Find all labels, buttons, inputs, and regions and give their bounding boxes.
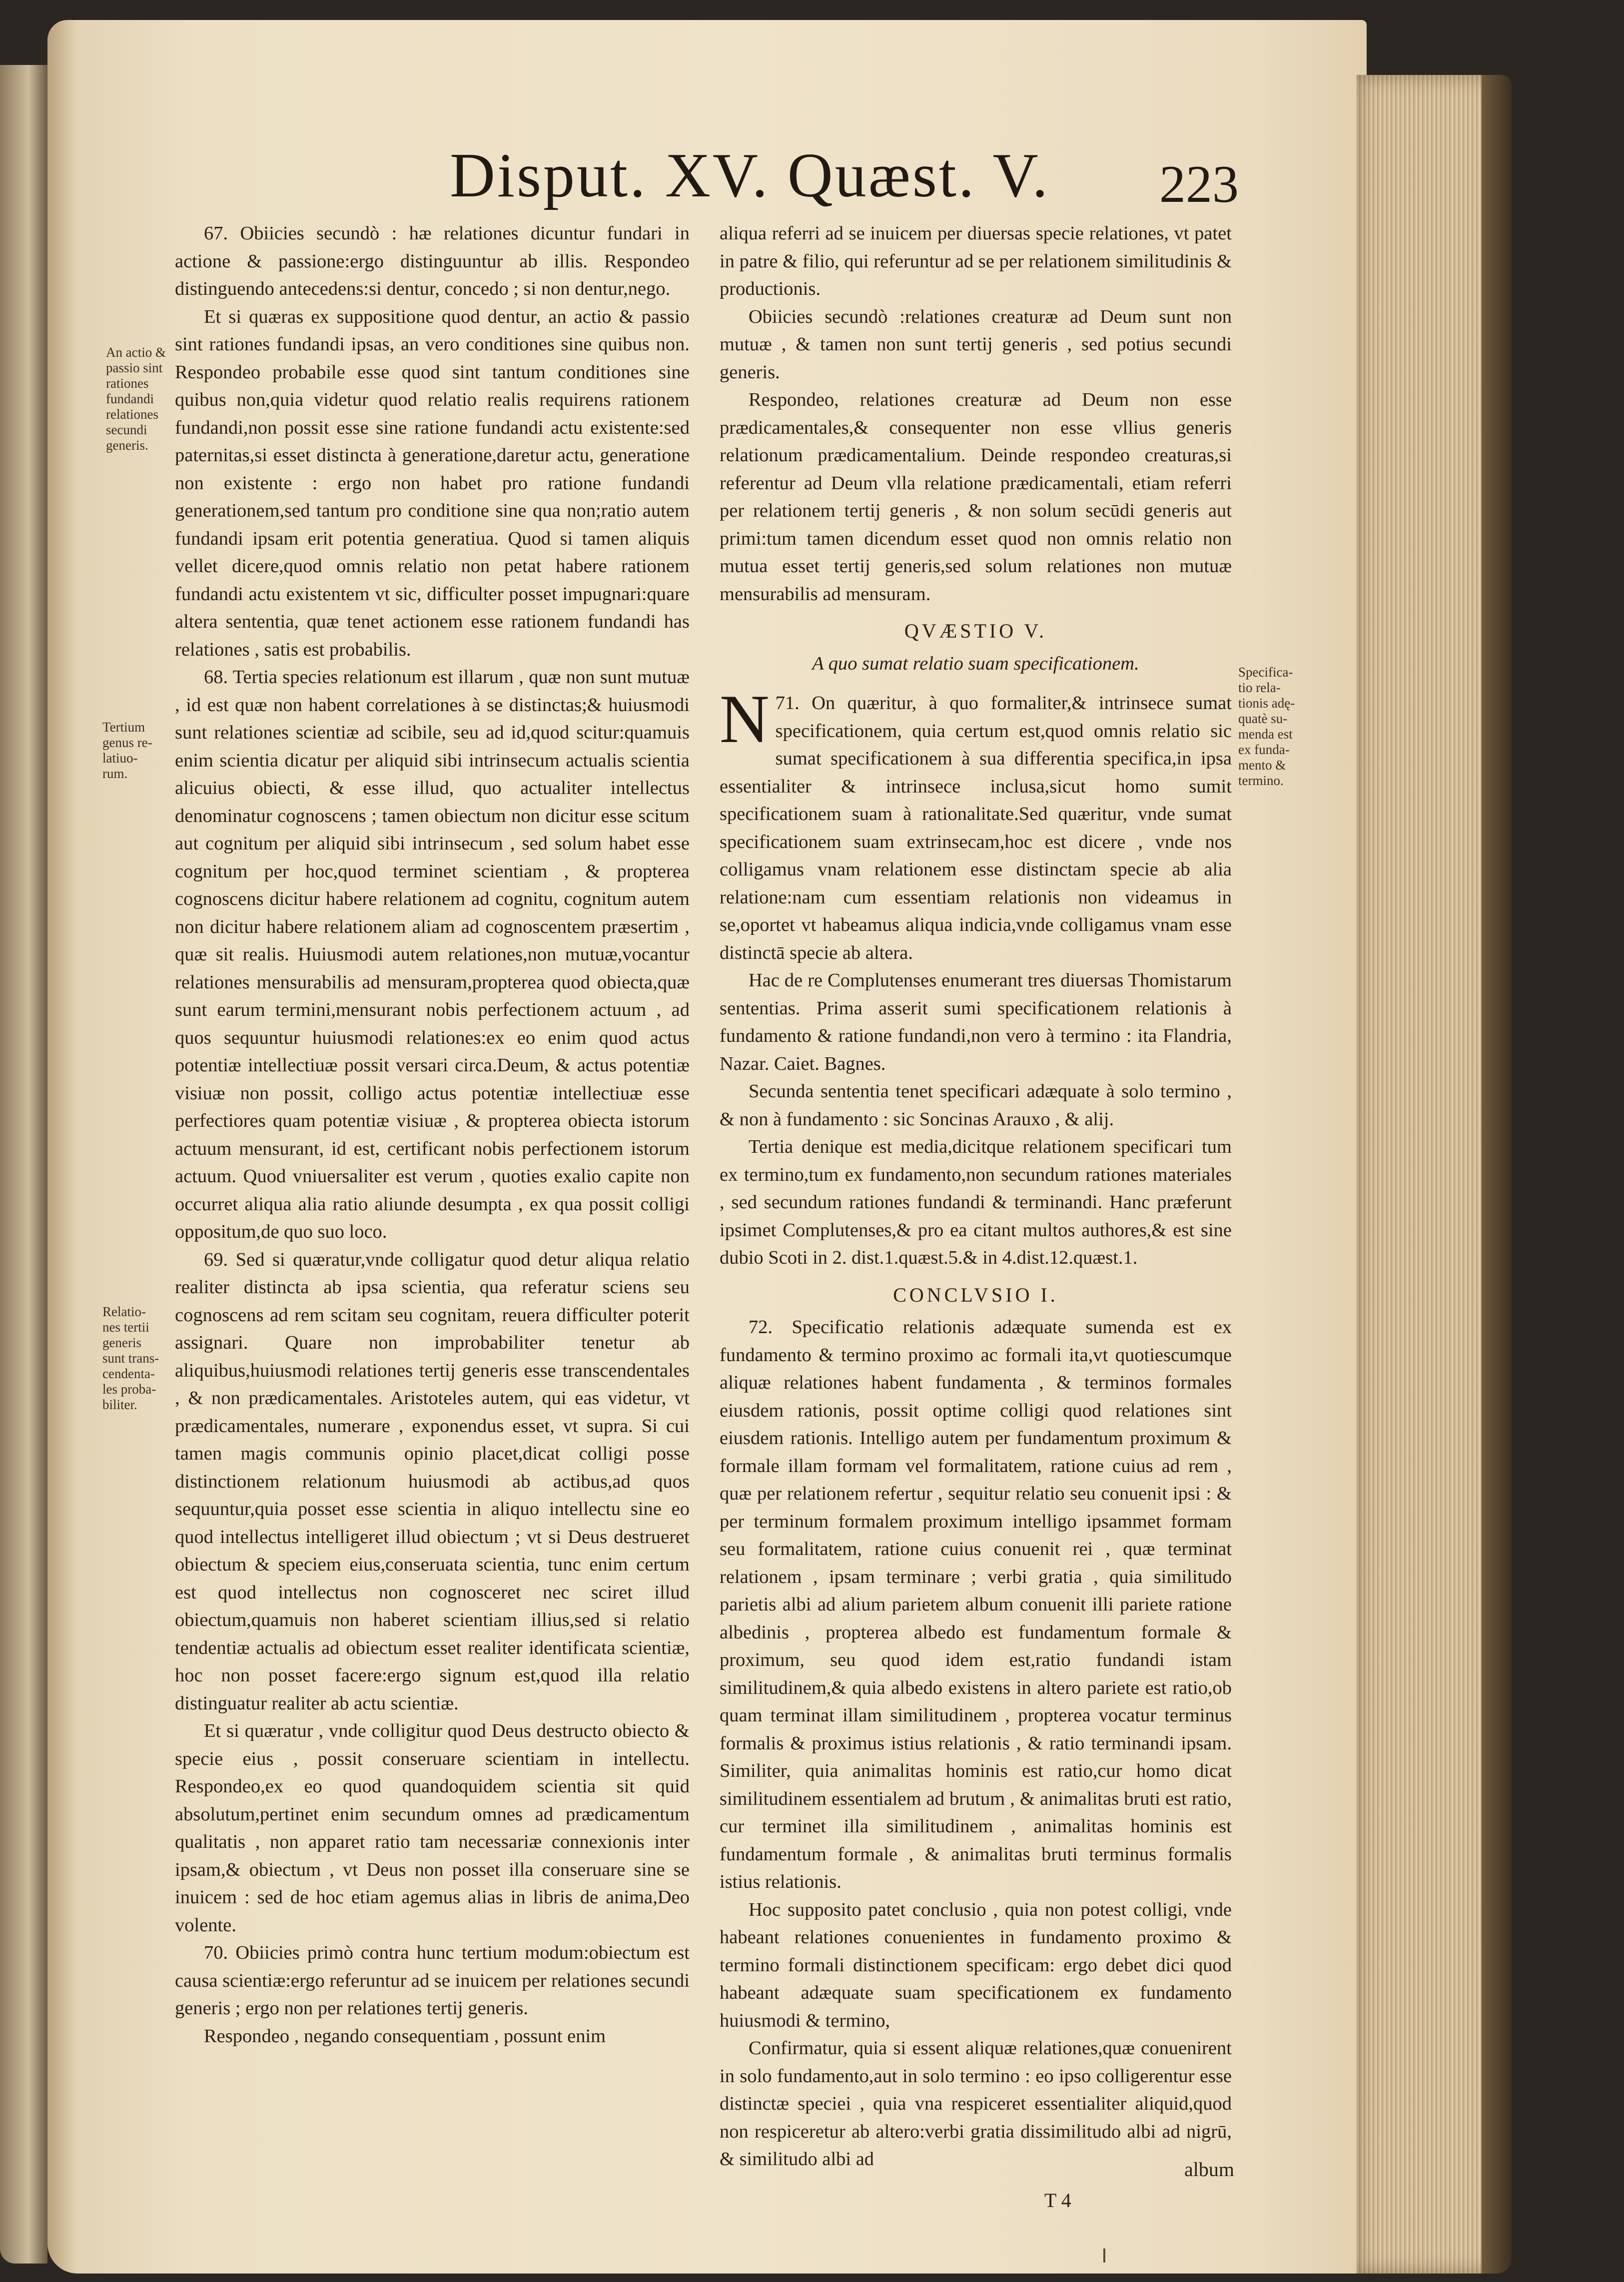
ink-mark: [1103, 2249, 1105, 2263]
paragraph: Secunda sententia tenet specificari adæquate à solo termino , & non à fundamento : sic Soncinas Arauxo , & alij.: [720, 1081, 1232, 1130]
paragraph: Hac de re Complutenses enumerant tres diuersas Thomistarum sententias. Prima asserit sumi specificationem relationis à fundamento & ratione fundandi,non vero à termino : ita Flandria, Nazar. Caiet. Bagnes.: [720, 970, 1232, 1074]
left-column: [175, 220, 690, 2050]
paragraph-with-dropcap: [720, 681, 1232, 967]
paragraph: Et si quæratur , vnde colligitur quod Deus destructo obiecto & specie eius , possit conseruare scientiam in intellectu. Respondeo,ex eo quod quandoquidem scientia sit quid absolutum,pertinet enim secundum omnes ad prædicamentum qualitatis , non apparet ratio tam necessariæ connexionis inter ipsam,& obiectum , vt Deus non posset illa conseruare sine se inuicem : sed de hoc etiam agemus alias in libris de anima,Deo volente.: [175, 1720, 690, 1936]
paragraph: 67. Obiicies secundò : hæ relationes dicuntur fundari in actione & passione:ergo distinguuntur ab illis. Respondeo distinguendo antecedens:si dentur, concedo ; si non dentur,nego.: [175, 223, 690, 299]
page-block-edges: [1357, 75, 1507, 2274]
margin-note: Tertium genus re- latiuo- rum.: [102, 720, 152, 781]
signature-mark: T 4: [1044, 2189, 1071, 2212]
paragraph: Confirmatur, quia si essent aliquæ relationes,quæ conuenirent in solo fundamento,aut in solo termino : eo ipso colligerentur esse distinctæ speciei , quia vna respiceret essentialiter aliquid,quod non respiceretur ab altero:verbi gratia dissimilitudo albi ad nigrū, & similitudo albi ad: [720, 2038, 1232, 2170]
right-column: [720, 220, 1232, 2174]
paragraph: Hoc supposito patet conclusio , quia non potest colligi, vnde habeant relationes conuenientes in fundamento proximo & termino formali distinctionem specificam: ergo debet dici quod habeant adæquate suam specificationem ex fundamento huiusmodi & termino,: [720, 1899, 1232, 2031]
paragraph: Respondeo , negando consequentiam , possunt enim: [204, 2025, 606, 2047]
conclusion-heading: CONCLVSIO I.: [893, 1283, 1058, 1306]
running-title: Disput. XV. Quæst. V.: [450, 141, 1050, 210]
question-subtitle: A quo sumat relatio suam specificationem.: [812, 653, 1139, 674]
paragraph: Tertia denique est media,dicitque relationem specificari tum ex termino,tum ex fundamento,non secundum rationes materiales , sed secundum rationes fundandi & terminandi. Hanc præferunt ipsimet Complutenses,& pro ea citant multos authores,& est sine dubio Scoti in 2. dist.1.quæst.5.& in 4.dist.12.quæst.1.: [720, 1136, 1232, 1268]
paragraph: 68. Tertia species relationum est illarum , quæ non sunt mutuæ , id est quæ non habent correlationes à se distinctas;& huiusmodi sunt relationes scientiæ ad scibile, seu ad id,quod scitur:quamuis enim scientia dicatur per aliquid sibi intrinsecum actualis scientia alicuius obiecti, & esse illud, quo actualiter intellectus denominatur cognoscens ; tamen obiectum non dicitur esse scitum aut cognitum per aliquid sibi intrinsecum , sed solum habet esse cognitum per hoc,quod terminet scientiam , & propterea cognoscens dicitur habere relationem ad cognitu, cognitum autem non dicitur habere relationem aliam ad cognoscentem præsertim , quæ sit realis. Huiusmodi autem relationes,non mutuæ,vocantur relationes mensurabilis ad mensuram,propterea quod obiecta,quæ sunt earum termini,mensurant nobis perfectionem actuum , ad quos sequuntur huiusmodi relationes:ex eo enim quod actus potentiæ intellectiuæ possit versari circa.Deum, & actus potentiæ visiuæ non possit, colligo actus potentiæ intellectiuæ esse perfectiores quam potentiæ visiuæ , & propterea obiecta istorum actuum mensurant, id est, certificant nobis perfectionem istorum actuum. Quod vniuersaliter est verum , quoties exalio capite non occurret aliqua alia ratio aliunde desumpta , ex qua possit colligi oppositum,de quo suo loco.: [175, 667, 690, 1242]
paragraph: Et si quæras ex suppositione quod dentur, an actio & passio sint rationes fundandi ipsas, an vero conditiones sine quibus non. Respondeo probabile esse quod sint tantum conditiones sine quibus non,quia videtur quod relatio realis requirens rationem fundandi,non possit esse sine ratione fundandi actu existente:sed paternitas,si esset distincta à generatione,daretur actu, generatione non existente : ergo non habet pro ratione fundandi generationem,sed tantum pro conditione sine qua non;ratio autem fundandi ipsam erit potentia generatiua. Quod si tamen aliquis vellet dicere,quod omnis relatio non petat habere rationem fundandi actu existentem vt sic, difficulter posset impugnari:quare altera sententia, quæ tenet actionem esse rationem fundandi has relationes , satis est probabilis.: [175, 306, 690, 660]
page-number: 223: [1159, 155, 1239, 213]
margin-note: Specifica- tio rela- tionis adę- quatè su- menda est ex funda- mento & termino.: [1238, 665, 1295, 788]
margin-note: Relatio- nes tertii generis sunt trans- cendenta- les proba- biliter.: [102, 1304, 159, 1412]
margin-note: An actio & passio sint rationes fundandi relationes secundi generis.: [106, 345, 166, 453]
paragraph: aliqua referri ad se inuicem per diuersas specie relationes, vt patet in patre & filio, qui referuntur ad se per relationem similitudinis & productionis.: [720, 223, 1232, 299]
catchword: album: [1184, 2158, 1234, 2181]
paragraph: 72. Specificatio relationis adæquate sumenda est ex fundamento & termino proximo ac formali ita,vt quotiescumque aliquæ relationes habent fundamenta , & terminos formales eiusdem rationis, possit optime colligi quod relationes sint eiusdem rationis. Intelligo autem per fundamentum proximum & formale illam formam vel formalitatem, ratione cuius ad rem , quæ per relationem refertur , sequitur relatio seu conuenit ipsi : & per terminum formalem proximum intelligo ipsammet formam seu formalitatem, ratione cuius conuenit rei , quæ terminat relationem , ipsam terminare ; verbi gratia , quia similitudo parietis albi ad alium parietem album conuenit illi pariete ratione albedinis , propterea albedo est fundamentum formale & proximum, seu quod idem est,ratio fundandi istam similitudinem,& quia albedo existens in altero pariete est ratio,ob quam terminat illam similitudinem , propterea vocatur terminus formalis & proximus istius relationis , & ratio terminandi ipsam. Similiter, quia animalitas hominis est ratio,cur homo dicat similitudinem essentialem ad brutum , & animalitas bruti est ratio, cur terminet illa similitudinem , animalitas hominis est fundamentum formale , & animalitas bruti terminus formalis istius relationis.: [720, 1317, 1232, 1892]
drop-cap: N: [720, 681, 770, 757]
paragraph: Obiicies secundò :relationes creaturæ ad Deum sunt non mutuæ , & tamen non sunt tertij generis , sed potius secundi generis.: [720, 306, 1232, 383]
paragraph: Respondeo, relationes creaturæ ad Deum non esse prædicamentales,& consequenter non esse vllius generis relationum prædicamentalium. Deinde respondeo creaturas,si referentur ad Deum vlla relatione prædicamentali, etiam referri per relationem tertij generis , & non solum secūdi generis aut primi:tum tamen dicendum esset quod non omnis relatio non mutua esset tertij generis,sed solum relationes non mutuæ mensurabilis ad mensuram.: [720, 389, 1232, 605]
question-heading: QVÆSTIO V.: [904, 620, 1047, 642]
paragraph-text: 71. On quæritur, à quo formaliter,& intrinsece sumat specificationem, quia certum est,quod omnis relatio sic sumat specificationem à sua differentia specifica,in ipsa essentialiter & intrinsece inclusa,sicut homo sumit specificationem suam à rationalitate.Sed quæritur, vnde sumat specificationem suam extrinsecam,hoc est dicere , vnde nos colligamus vnam relationem esse distinctam specie ab alia relatione:nam cum essentiam relationis non videamus in se,oportet vt habeamus aliqua indicia,vnde colligamus vnam esse distinctā specie ab altera.: [720, 693, 1232, 963]
facing-page-edge: [0, 65, 47, 2264]
paragraph: 70. Obiicies primò contra hunc tertium modum:obiectum est causa scientiæ:ergo referuntur ad se inuicem per relationes secundi generis ; ergo non per relationes tertij generis.: [175, 1942, 690, 2019]
paragraph: 69. Sed si quæratur,vnde colligatur quod detur aliqua relatio realiter distincta ab ipsa scientia, qua referatur sciens seu cognoscens ad rem scitam seu cognitam, reuera difficulter poterit assignari. Quare non improbabiliter tenetur ab aliquibus,huiusmodi relationes tertij generis esse transcendentales , & non prædicamentales. Aristoteles autem, qui eas videtur, vt prædicamentales, numerare , exponendus esset, vt supra. Si cui tamen magis communis opinio placet,dicat colligi posse distinctionem relationum huiusmodi ab actibus,ad quos sequuntur,quia posset esse scientia in aliquo intellectu sine eo quod intellectus intelligeret illud obiectum ; vt si Deus destrueret obiectum & speciem eius,conseruata scientia, tunc enim certum est quod intellectus non cognosceret nec sciret illud obiectum,quamuis non haberet scientiam illius,sed si relatio tendentiæ actualis ad obiectum esset realiter identificata scientiæ, hoc non posset facere:ergo signum est,quod illa relatio distinguatur realiter ab actu scientiæ.: [175, 1249, 690, 1714]
